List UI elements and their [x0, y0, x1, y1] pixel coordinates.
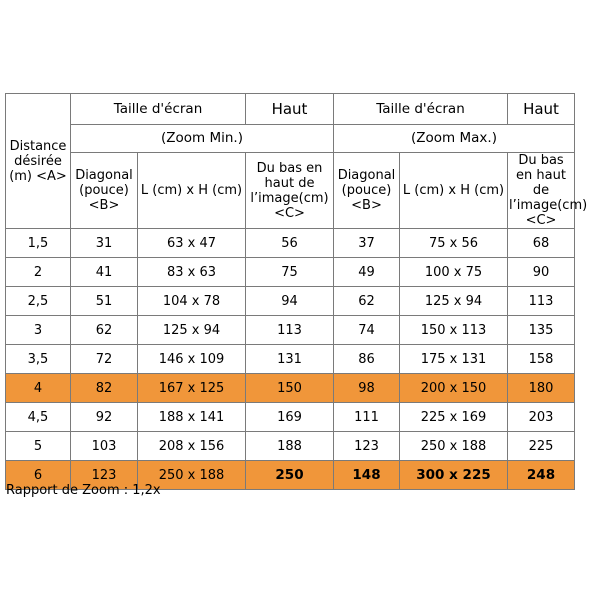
lxh-label-min: L (cm) x H (cm)	[140, 183, 243, 198]
bottom-top-label-max: Du bas en haut de l’image(cm) <C>	[509, 153, 588, 228]
bottom-top-header-min	[246, 153, 334, 229]
lxh-header-max	[400, 153, 508, 229]
lxh-header-min	[138, 153, 246, 229]
lxh-max-cell: 150 x 113	[400, 316, 508, 345]
height-label-min: Haut	[271, 99, 308, 118]
diagonal-max-cell: 49	[334, 258, 400, 287]
lxh-min-cell: 208 x 156	[138, 432, 246, 461]
height-header-min	[246, 94, 334, 125]
header-row-columns	[6, 153, 575, 229]
distance-header-label: Distance désirée (m) <A>	[9, 138, 67, 184]
table-row	[6, 403, 575, 432]
diagonal-max-cell: 74	[334, 316, 400, 345]
bottom-top-min-cell: 169	[246, 403, 334, 432]
lxh-max-cell: 175 x 131	[400, 345, 508, 374]
bottom-top-min-cell: 75	[246, 258, 334, 287]
lxh-max-cell: 200 x 150	[400, 374, 508, 403]
zoom-min-label: (Zoom Min.)	[161, 130, 243, 146]
distance-cell: 3	[6, 316, 71, 345]
zoom-max-header	[334, 125, 575, 153]
distance-cell: 5	[6, 432, 71, 461]
bottom-top-max-cell: 90	[508, 258, 575, 287]
diagonal-header-min	[71, 153, 138, 229]
screen-size-label-max: Taille d'écran	[376, 100, 465, 117]
diagonal-max-cell: 62	[334, 287, 400, 316]
screen-size-label-min: Taille d'écran	[113, 100, 203, 117]
diagonal-max-cell: 123	[334, 432, 400, 461]
bottom-top-label-min: Du bas en haut de l’image(cm) <C>	[250, 160, 329, 221]
distance-cell: 4,5	[6, 403, 71, 432]
bottom-top-max-cell: 180	[508, 374, 575, 403]
diagonal-label-max: Diagonal (pouce) <B>	[337, 168, 396, 213]
diagonal-label-min: Diagonal (pouce) <B>	[75, 168, 133, 213]
table-row	[6, 229, 575, 258]
bottom-top-max-cell: 158	[508, 345, 575, 374]
diagonal-min-cell: 72	[71, 345, 138, 374]
lxh-max-cell: 100 x 75	[400, 258, 508, 287]
distance-cell: 2,5	[6, 287, 71, 316]
lxh-min-cell: 125 x 94	[138, 316, 246, 345]
diagonal-max-cell: 37	[334, 229, 400, 258]
bottom-top-min-cell: 150	[246, 374, 334, 403]
bottom-top-min-cell: 94	[246, 287, 334, 316]
lxh-max-cell: 250 x 188	[400, 432, 508, 461]
zoom-max-label: (Zoom Max.)	[411, 130, 497, 146]
bottom-top-min-cell: 250	[246, 461, 334, 490]
lxh-max-cell: 125 x 94	[400, 287, 508, 316]
lxh-max-cell: 75 x 56	[400, 229, 508, 258]
diagonal-min-cell: 92	[71, 403, 138, 432]
lxh-label-max: L (cm) x H (cm)	[402, 183, 505, 198]
bottom-top-header-max	[508, 153, 588, 229]
diagonal-max-cell: 98	[334, 374, 400, 403]
zoom-min-header	[71, 125, 334, 153]
diagonal-min-cell: 82	[71, 374, 138, 403]
bottom-top-min-cell: 56	[246, 229, 334, 258]
diagonal-min-cell: 103	[71, 432, 138, 461]
diagonal-min-cell: 51	[71, 287, 138, 316]
table-row	[6, 345, 575, 374]
distance-cell: 2	[6, 258, 71, 287]
bottom-top-min-cell: 131	[246, 345, 334, 374]
diagonal-min-cell: 41	[71, 258, 138, 287]
projection-distance-table	[5, 93, 588, 490]
bottom-top-min-cell: 113	[246, 316, 334, 345]
lxh-min-cell: 83 x 63	[138, 258, 246, 287]
diagonal-min-cell: 31	[71, 229, 138, 258]
lxh-min-cell: 146 x 109	[138, 345, 246, 374]
diagonal-min-cell: 62	[71, 316, 138, 345]
table-row	[6, 374, 575, 403]
table-row	[6, 287, 575, 316]
table-row	[6, 316, 575, 345]
distance-cell: 6	[6, 461, 71, 490]
lxh-min-cell: 250 x 188	[138, 461, 246, 490]
bottom-top-max-cell: 203	[508, 403, 575, 432]
distance-cell: 3,5	[6, 345, 71, 374]
bottom-top-max-cell: 68	[508, 229, 575, 258]
diagonal-max-cell: 148	[334, 461, 400, 490]
lxh-min-cell: 188 x 141	[138, 403, 246, 432]
header-row-screen-size	[6, 94, 575, 125]
header-row-zoom	[6, 125, 575, 153]
bottom-top-max-cell: 113	[508, 287, 575, 316]
lxh-min-cell: 63 x 47	[138, 229, 246, 258]
diagonal-max-cell: 86	[334, 345, 400, 374]
diagonal-min-cell: 123	[71, 461, 138, 490]
lxh-min-cell: 104 x 78	[138, 287, 246, 316]
bottom-top-max-cell: 135	[508, 316, 575, 345]
height-header-max	[508, 94, 575, 125]
distance-cell: 4	[6, 374, 71, 403]
lxh-min-cell: 167 x 125	[138, 374, 246, 403]
screen-size-header-max	[334, 94, 508, 125]
bottom-top-min-cell: 188	[246, 432, 334, 461]
table-row	[6, 432, 575, 461]
zoom-ratio-note: Rapport de Zoom : 1,2x	[6, 483, 161, 498]
distance-header	[6, 94, 71, 229]
bottom-top-max-cell: 248	[508, 461, 575, 490]
diagonal-header-max	[334, 153, 400, 229]
diagonal-max-cell: 111	[334, 403, 400, 432]
bottom-top-max-cell: 225	[508, 432, 575, 461]
lxh-max-cell: 225 x 169	[400, 403, 508, 432]
screen-size-header-min	[71, 94, 246, 125]
height-label-max: Haut	[523, 99, 559, 118]
lxh-max-cell: 300 x 225	[400, 461, 508, 490]
distance-cell: 1,5	[6, 229, 71, 258]
table-row	[6, 258, 575, 287]
